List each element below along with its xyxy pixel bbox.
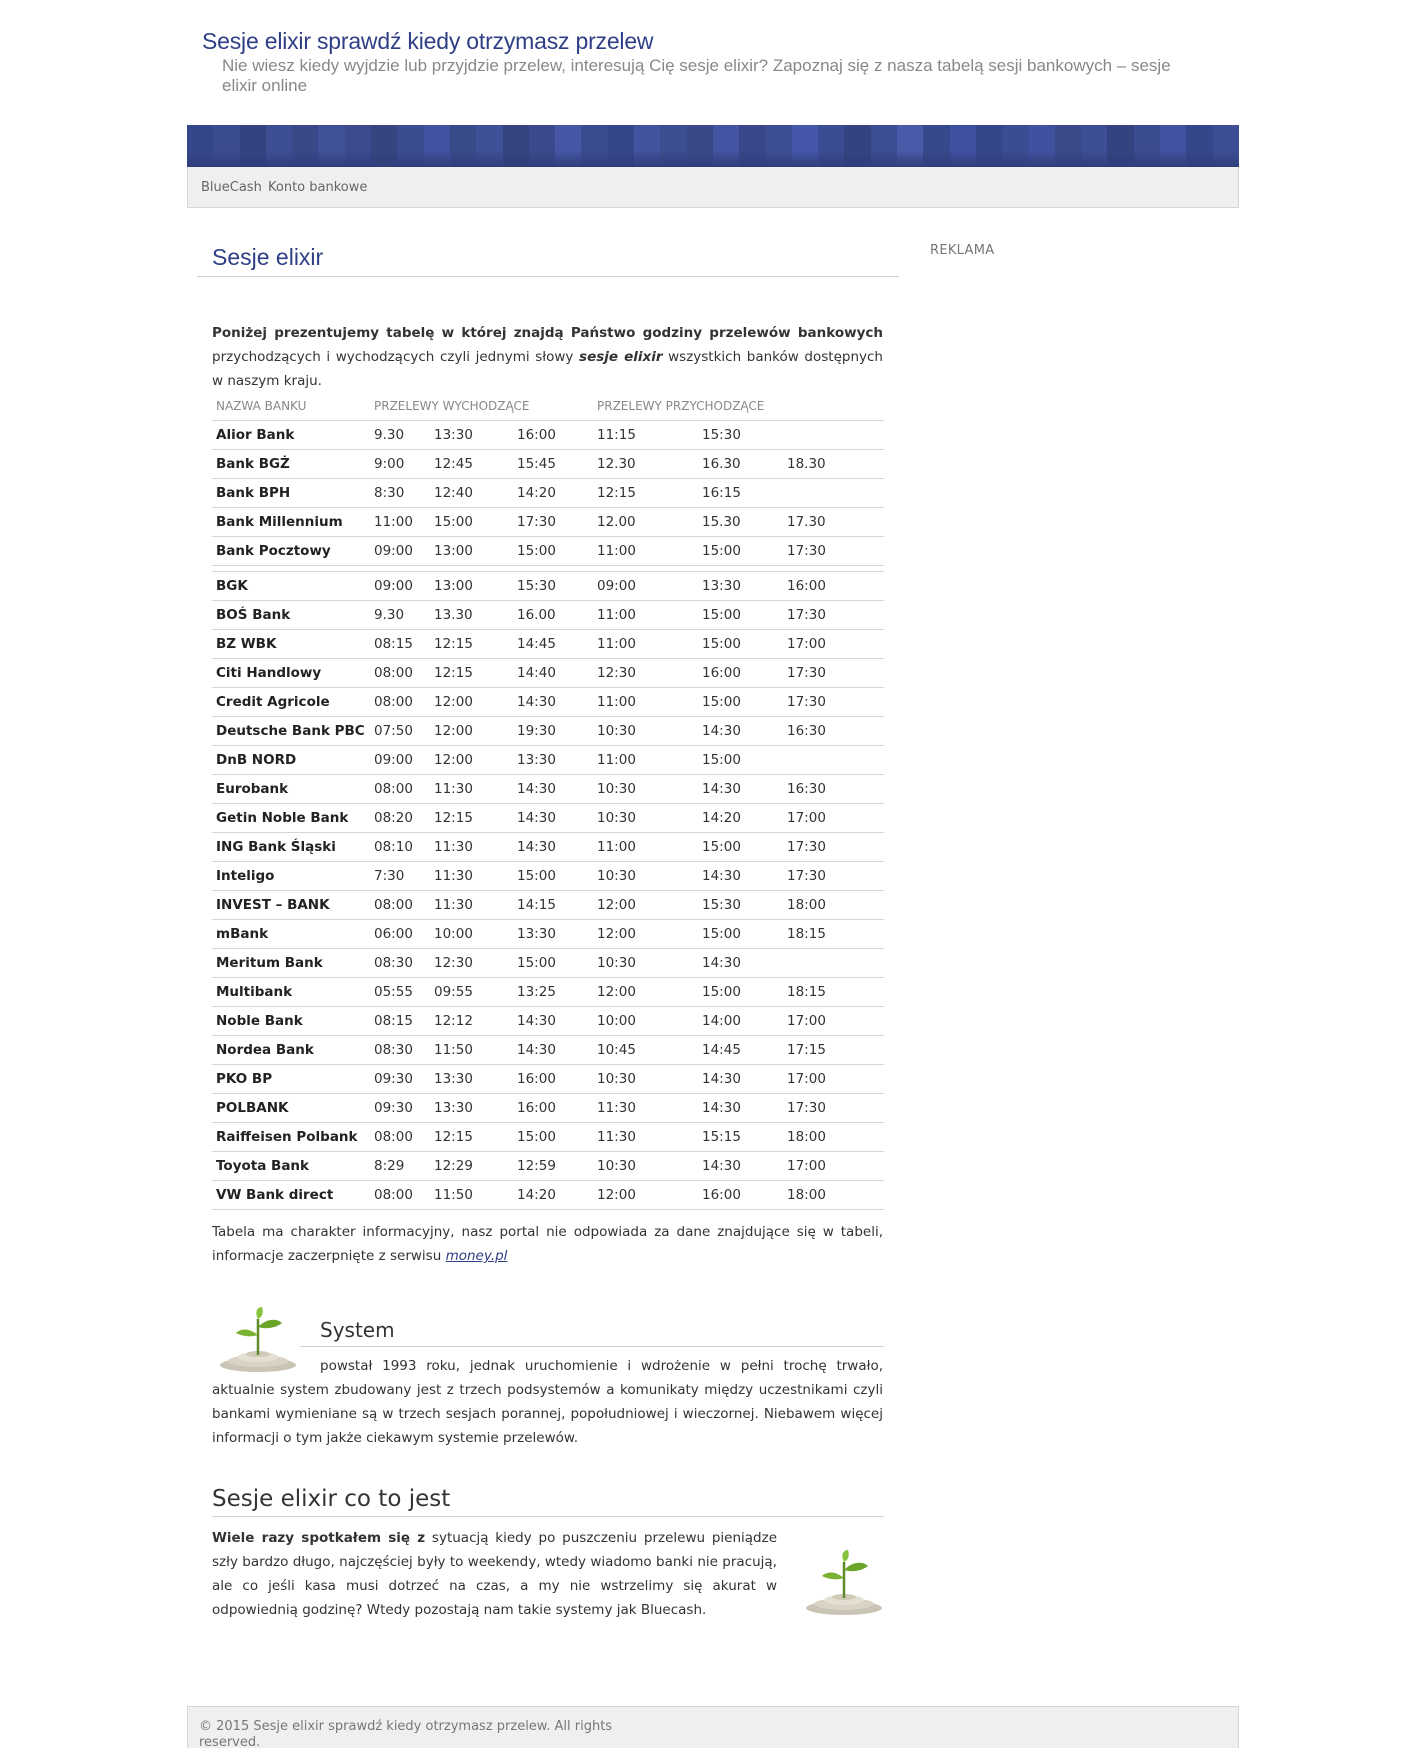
bank-name-cell: Inteligo — [212, 862, 370, 891]
column-header-outgoing: PRZELEWY WYCHODZĄCE — [370, 392, 593, 421]
outgoing-time-cell: 11:30 — [430, 775, 513, 804]
incoming-time-cell: 09:00 — [593, 572, 698, 601]
table-row — [212, 775, 884, 804]
incoming-time-cell: 18:15 — [783, 920, 884, 949]
outgoing-time-cell: 14:45 — [513, 630, 593, 659]
incoming-time-cell: 15:00 — [698, 537, 783, 566]
outgoing-time-cell: 15:00 — [430, 508, 513, 537]
outgoing-time-cell: 13:30 — [430, 1065, 513, 1094]
banner-stripe — [608, 125, 634, 167]
outgoing-time-cell: 08:10 — [370, 833, 430, 862]
incoming-time-cell: 12:00 — [593, 1181, 698, 1210]
incoming-time-cell: 11:00 — [593, 833, 698, 862]
outgoing-time-cell: 15:00 — [513, 537, 593, 566]
outgoing-time-cell: 05:55 — [370, 978, 430, 1007]
outgoing-time-cell: 08:30 — [370, 949, 430, 978]
table-row — [212, 1123, 884, 1152]
outgoing-time-cell: 9.30 — [370, 601, 430, 630]
table-header-row — [212, 392, 884, 421]
table-row — [212, 601, 884, 630]
table-row — [212, 891, 884, 920]
outgoing-time-cell: 12:40 — [430, 479, 513, 508]
banner-stripe — [503, 125, 529, 167]
outgoing-time-cell: 13.30 — [430, 601, 513, 630]
incoming-time-cell: 17:00 — [783, 1065, 884, 1094]
bank-name-cell: BOŚ Bank — [212, 601, 370, 630]
incoming-time-cell: 17:30 — [783, 688, 884, 717]
banner-stripe — [371, 125, 397, 167]
incoming-time-cell: 16:00 — [698, 1181, 783, 1210]
banner-stripe — [976, 125, 1002, 167]
bank-name-cell: Meritum Bank — [212, 949, 370, 978]
incoming-time-cell: 10:45 — [593, 1036, 698, 1065]
incoming-time-cell: 11:15 — [593, 421, 698, 450]
bank-name-cell: ING Bank Śląski — [212, 833, 370, 862]
banner-stripe — [1055, 125, 1081, 167]
outgoing-time-cell: 14:15 — [513, 891, 593, 920]
outgoing-time-cell: 12:00 — [430, 717, 513, 746]
outgoing-time-cell: 09:00 — [370, 572, 430, 601]
incoming-time-cell: 11:00 — [593, 537, 698, 566]
incoming-time-cell: 14:20 — [698, 804, 783, 833]
banner-stripe — [1002, 125, 1028, 167]
incoming-time-cell: 17:30 — [783, 601, 884, 630]
disclaimer-text: Tabela ma charakter informacyjny, nasz portal nie odpowiada za dane znajdujące się w tabeli, informacje zaczerpnięte z serwisu — [212, 1224, 883, 1264]
incoming-time-cell: 17:30 — [783, 833, 884, 862]
banner-stripe — [739, 125, 765, 167]
incoming-time-cell: 14:30 — [698, 949, 783, 978]
banner-stripe — [871, 125, 897, 167]
incoming-time-cell: 14:30 — [698, 1094, 783, 1123]
banner-stripe — [555, 125, 581, 167]
outgoing-time-cell: 12:15 — [430, 1123, 513, 1152]
incoming-time-cell: 17:00 — [783, 630, 884, 659]
table-row — [212, 1065, 884, 1094]
bank-name-cell: Raiffeisen Polbank — [212, 1123, 370, 1152]
incoming-time-cell: 16:15 — [698, 479, 783, 508]
incoming-time-cell: 12:00 — [593, 920, 698, 949]
elixir-sessions-table — [212, 392, 884, 1210]
outgoing-time-cell: 14:40 — [513, 659, 593, 688]
incoming-time-cell — [783, 949, 884, 978]
incoming-time-cell: 11:30 — [593, 1123, 698, 1152]
incoming-time-cell: 12:00 — [593, 978, 698, 1007]
incoming-time-cell: 12:15 — [593, 479, 698, 508]
system-divider — [300, 1346, 884, 1347]
incoming-time-cell: 18:00 — [783, 1181, 884, 1210]
outgoing-time-cell: 14:20 — [513, 1181, 593, 1210]
incoming-time-cell: 11:00 — [593, 601, 698, 630]
outgoing-time-cell: 15:30 — [513, 572, 593, 601]
incoming-time-cell: 17:30 — [783, 1094, 884, 1123]
incoming-time-cell: 10:30 — [593, 949, 698, 978]
incoming-time-cell: 14:30 — [698, 775, 783, 804]
outgoing-time-cell: 11:30 — [430, 891, 513, 920]
table-row — [212, 1152, 884, 1181]
incoming-time-cell: 15:30 — [698, 421, 783, 450]
nav-item-bluecash[interactable]: BlueCash — [201, 180, 262, 195]
banner-stripe — [292, 125, 318, 167]
outgoing-time-cell: 16:00 — [513, 1065, 593, 1094]
banner-stripe — [450, 125, 476, 167]
banner-stripe — [1081, 125, 1107, 167]
outgoing-time-cell: 09:00 — [370, 537, 430, 566]
incoming-time-cell: 15:30 — [698, 891, 783, 920]
outgoing-time-cell: 13:30 — [513, 920, 593, 949]
sesje-bold: Wiele razy spotkałem się z — [212, 1530, 426, 1546]
incoming-time-cell: 10:30 — [593, 717, 698, 746]
outgoing-time-cell: 12:15 — [430, 630, 513, 659]
outgoing-time-cell: 14:30 — [513, 833, 593, 862]
incoming-time-cell: 10:00 — [593, 1007, 698, 1036]
outgoing-time-cell: 13:30 — [430, 421, 513, 450]
banner-stripe — [818, 125, 844, 167]
table-row — [212, 920, 884, 949]
table-row — [212, 1007, 884, 1036]
bank-name-cell: Nordea Bank — [212, 1036, 370, 1065]
outgoing-time-cell: 08:20 — [370, 804, 430, 833]
outgoing-time-cell: 08:00 — [370, 1123, 430, 1152]
incoming-time-cell: 11:00 — [593, 746, 698, 775]
table-row — [212, 978, 884, 1007]
incoming-time-cell — [783, 479, 884, 508]
bank-name-cell: BZ WBK — [212, 630, 370, 659]
outgoing-time-cell: 09:30 — [370, 1094, 430, 1123]
outgoing-time-cell: 17:30 — [513, 508, 593, 537]
incoming-time-cell — [783, 746, 884, 775]
table-row — [212, 572, 884, 601]
column-header-incoming: PRZELEWY PRZYCHODZĄCE — [593, 392, 884, 421]
incoming-time-cell: 17:15 — [783, 1036, 884, 1065]
site-footer — [187, 1706, 1239, 1748]
outgoing-time-cell: 8:30 — [370, 479, 430, 508]
outgoing-time-cell: 12:59 — [513, 1152, 593, 1181]
incoming-time-cell: 18:00 — [783, 891, 884, 920]
banner-stripe — [318, 125, 344, 167]
outgoing-time-cell: 16.00 — [513, 601, 593, 630]
incoming-time-cell: 12:00 — [593, 891, 698, 920]
incoming-time-cell: 14:45 — [698, 1036, 783, 1065]
outgoing-time-cell: 12:15 — [430, 804, 513, 833]
outgoing-time-cell: 11:50 — [430, 1036, 513, 1065]
incoming-time-cell: 15:00 — [698, 630, 783, 659]
bank-name-cell: Alior Bank — [212, 421, 370, 450]
banner-stripe — [424, 125, 450, 167]
table-row — [212, 804, 884, 833]
outgoing-time-cell: 09:30 — [370, 1065, 430, 1094]
banner-stripe — [1134, 125, 1160, 167]
incoming-time-cell: 12:30 — [593, 659, 698, 688]
incoming-time-cell: 11:30 — [593, 1094, 698, 1123]
incoming-time-cell: 15:00 — [698, 920, 783, 949]
table-row — [212, 479, 884, 508]
outgoing-time-cell: 08:15 — [370, 630, 430, 659]
sesje-heading: Sesje elixir co to jest — [212, 1486, 451, 1512]
incoming-time-cell: 14:30 — [698, 862, 783, 891]
outgoing-time-cell: 08:00 — [370, 659, 430, 688]
outgoing-time-cell: 14:30 — [513, 688, 593, 717]
column-header-bank: NAZWA BANKU — [212, 392, 370, 421]
incoming-time-cell: 14:00 — [698, 1007, 783, 1036]
banner-stripe — [923, 125, 949, 167]
bank-name-cell: VW Bank direct — [212, 1181, 370, 1210]
outgoing-time-cell: 10:00 — [430, 920, 513, 949]
banner-stripe — [213, 125, 239, 167]
table-row — [212, 537, 884, 566]
incoming-time-cell: 15:00 — [698, 688, 783, 717]
nav-item-konto-bankowe[interactable]: Konto bankowe — [268, 180, 368, 195]
money-pl-link[interactable]: money.pl — [445, 1248, 508, 1264]
outgoing-time-cell: 14:30 — [513, 1036, 593, 1065]
outgoing-time-cell: 13:25 — [513, 978, 593, 1007]
bank-name-cell: Bank Millennium — [212, 508, 370, 537]
incoming-time-cell: 14:30 — [698, 1152, 783, 1181]
incoming-time-cell: 10:30 — [593, 804, 698, 833]
incoming-time-cell: 16:00 — [783, 572, 884, 601]
incoming-time-cell: 14:30 — [698, 717, 783, 746]
outgoing-time-cell: 9.30 — [370, 421, 430, 450]
outgoing-time-cell: 8:29 — [370, 1152, 430, 1181]
sesje-paragraph — [212, 1526, 777, 1622]
outgoing-time-cell: 08:15 — [370, 1007, 430, 1036]
outgoing-time-cell: 11:00 — [370, 508, 430, 537]
banner-stripe — [950, 125, 976, 167]
outgoing-time-cell: 14:30 — [513, 775, 593, 804]
table-row — [212, 630, 884, 659]
incoming-time-cell: 18:15 — [783, 978, 884, 1007]
table-row — [212, 508, 884, 537]
outgoing-time-cell: 08:00 — [370, 1181, 430, 1210]
incoming-time-cell: 12.30 — [593, 450, 698, 479]
outgoing-time-cell: 12:00 — [430, 746, 513, 775]
intro-emphasis: sesje elixir — [579, 349, 663, 365]
bank-name-cell: PKO BP — [212, 1065, 370, 1094]
banner-stripe — [634, 125, 660, 167]
incoming-time-cell: 16:30 — [783, 717, 884, 746]
table-row — [212, 717, 884, 746]
incoming-time-cell: 16.30 — [698, 450, 783, 479]
plant-coins-icon — [804, 1548, 884, 1618]
outgoing-time-cell: 13:30 — [430, 1094, 513, 1123]
main-navigation — [187, 167, 1239, 208]
incoming-time-cell: 15:00 — [698, 746, 783, 775]
banner-stripe — [1029, 125, 1055, 167]
banner-stripe — [1107, 125, 1133, 167]
outgoing-time-cell: 12:30 — [430, 949, 513, 978]
incoming-time-cell — [783, 421, 884, 450]
banner-stripe — [1160, 125, 1186, 167]
sidebar-widget-title: REKLAMA — [930, 243, 995, 258]
bank-name-cell: Noble Bank — [212, 1007, 370, 1036]
bank-name-cell: Toyota Bank — [212, 1152, 370, 1181]
table-row — [212, 421, 884, 450]
banner-stripe — [766, 125, 792, 167]
incoming-time-cell: 16:30 — [783, 775, 884, 804]
bank-name-cell: Eurobank — [212, 775, 370, 804]
system-paragraph: powstał 1993 roku, jednak uruchomienie i wdrożenie w pełni trochę trwało, aktualnie system zbudowany jest z trzech podsystemów a komunikaty między uczestnikami czyli bankami wymieniane są w trzech sesjach porannej, popołudniowej i wieczornej. Niebawem więcej informacji o tym jakże ciekawym systemie przelewów. — [212, 1358, 883, 1446]
outgoing-time-cell: 08:00 — [370, 688, 430, 717]
footer-copyright: © 2015 Sesje elixir sprawdź kiedy otrzymasz przelew. All rights reserved. — [199, 1719, 613, 1750]
banner-stripe — [529, 125, 555, 167]
bank-name-cell: Deutsche Bank PBC — [212, 717, 370, 746]
incoming-time-cell: 10:30 — [593, 862, 698, 891]
bank-name-cell: BGK — [212, 572, 370, 601]
outgoing-time-cell: 15:00 — [513, 1123, 593, 1152]
banner-stripe — [844, 125, 870, 167]
table-row — [212, 659, 884, 688]
incoming-time-cell: 17:30 — [783, 537, 884, 566]
outgoing-time-cell: 09:55 — [430, 978, 513, 1007]
bank-name-cell: mBank — [212, 920, 370, 949]
incoming-time-cell: 17:00 — [783, 1152, 884, 1181]
bank-name-cell: INVEST – BANK — [212, 891, 370, 920]
page-title: Sesje elixir — [212, 244, 324, 270]
banner-stripe — [687, 125, 713, 167]
outgoing-time-cell: 06:00 — [370, 920, 430, 949]
table-row — [212, 746, 884, 775]
banner-stripe — [581, 125, 607, 167]
outgoing-time-cell: 08:30 — [370, 1036, 430, 1065]
banner-stripe — [266, 125, 292, 167]
incoming-time-cell: 15:00 — [698, 601, 783, 630]
outgoing-time-cell: 09:00 — [370, 746, 430, 775]
incoming-time-cell: 11:00 — [593, 688, 698, 717]
incoming-time-cell: 10:30 — [593, 1152, 698, 1181]
outgoing-time-cell: 11:50 — [430, 1181, 513, 1210]
outgoing-time-cell: 12:12 — [430, 1007, 513, 1036]
bank-name-cell: Bank BGŻ — [212, 450, 370, 479]
incoming-time-cell: 10:30 — [593, 775, 698, 804]
table-row — [212, 450, 884, 479]
sesje-divider — [212, 1516, 884, 1517]
banner-stripe — [397, 125, 423, 167]
outgoing-time-cell: 11:30 — [430, 862, 513, 891]
outgoing-time-cell: 15:45 — [513, 450, 593, 479]
table-row — [212, 862, 884, 891]
incoming-time-cell: 18.30 — [783, 450, 884, 479]
banner-stripe — [187, 125, 213, 167]
bank-name-cell: POLBANK — [212, 1094, 370, 1123]
incoming-time-cell: 17:00 — [783, 1007, 884, 1036]
incoming-time-cell: 17:30 — [783, 659, 884, 688]
bank-name-cell: Multibank — [212, 978, 370, 1007]
outgoing-time-cell: 15:00 — [513, 862, 593, 891]
bank-name-cell: DnB NORD — [212, 746, 370, 775]
banner-stripe — [897, 125, 923, 167]
outgoing-time-cell: 7:30 — [370, 862, 430, 891]
banner-stripe — [1213, 125, 1239, 167]
table-disclaimer — [212, 1220, 883, 1268]
incoming-time-cell: 15:15 — [698, 1123, 783, 1152]
intro-text-end: wszystkich banków dostępnych w naszym kraju. — [212, 349, 883, 389]
outgoing-time-cell: 13:30 — [513, 746, 593, 775]
incoming-time-cell: 17.30 — [783, 508, 884, 537]
outgoing-time-cell: 12:45 — [430, 450, 513, 479]
outgoing-time-cell: 19:30 — [513, 717, 593, 746]
outgoing-time-cell: 14:20 — [513, 479, 593, 508]
outgoing-time-cell: 15:00 — [513, 949, 593, 978]
site-description: Nie wiesz kiedy wyjdzie lub przyjdzie przelew, interesują Cię sesje elixir? Zapoznaj się z nasza tabelą sesji bankowych – sesje elixir online — [222, 56, 1171, 95]
intro-text: przychodzących i wychodzących czyli jednymi słowy — [212, 349, 580, 365]
outgoing-time-cell: 16:00 — [513, 1094, 593, 1123]
intro-bold: Poniżej prezentujemy tabelę w której znajdą Państwo godziny przelewów bankowych — [212, 325, 883, 341]
banner-stripe — [660, 125, 686, 167]
table-row — [212, 1036, 884, 1065]
incoming-time-cell: 11:00 — [593, 630, 698, 659]
outgoing-time-cell: 12:15 — [430, 659, 513, 688]
incoming-time-cell: 13:30 — [698, 572, 783, 601]
intro-paragraph — [212, 321, 883, 393]
table-row — [212, 688, 884, 717]
incoming-time-cell: 16:00 — [698, 659, 783, 688]
banner-stripe — [476, 125, 502, 167]
outgoing-time-cell: 07:50 — [370, 717, 430, 746]
bank-name-cell: Citi Handlowy — [212, 659, 370, 688]
banner-stripe — [240, 125, 266, 167]
banner-stripe — [345, 125, 371, 167]
title-divider — [197, 276, 899, 277]
outgoing-time-cell: 12:29 — [430, 1152, 513, 1181]
banner-stripe — [792, 125, 818, 167]
outgoing-time-cell: 9:00 — [370, 450, 430, 479]
banner-stripe — [713, 125, 739, 167]
incoming-time-cell: 15:00 — [698, 833, 783, 862]
outgoing-time-cell: 13:00 — [430, 572, 513, 601]
outgoing-time-cell: 08:00 — [370, 891, 430, 920]
outgoing-time-cell: 13:00 — [430, 537, 513, 566]
outgoing-time-cell: 12:00 — [430, 688, 513, 717]
site-title[interactable]: Sesje elixir sprawdź kiedy otrzymasz przelew — [202, 28, 654, 54]
incoming-time-cell: 14:30 — [698, 1065, 783, 1094]
table-row — [212, 1094, 884, 1123]
incoming-time-cell: 15.30 — [698, 508, 783, 537]
table-row — [212, 949, 884, 978]
incoming-time-cell: 10:30 — [593, 1065, 698, 1094]
table-row — [212, 1181, 884, 1210]
bank-name-cell: Bank Pocztowy — [212, 537, 370, 566]
banner-stripe — [1186, 125, 1212, 167]
header-banner — [187, 125, 1239, 167]
bank-name-cell: Getin Noble Bank — [212, 804, 370, 833]
outgoing-time-cell: 14:30 — [513, 804, 593, 833]
outgoing-time-cell: 16:00 — [513, 421, 593, 450]
incoming-time-cell: 17:30 — [783, 862, 884, 891]
table-row — [212, 833, 884, 862]
outgoing-time-cell: 08:00 — [370, 775, 430, 804]
bank-name-cell: Bank BPH — [212, 479, 370, 508]
sesje-text: sytuacją kiedy po puszczeniu przelewu pieniądze szły bardzo długo, najczęściej były to weekendy, wtedy wiadomo banki nie pracują, ale co jeśli kasa musi dotrzeć na czas, a my nie wstrzelimy się akurat w odpowiednią godzinę? Wtedy pozostają nam takie systemy jak Bluecash. — [212, 1530, 777, 1618]
system-heading: System — [320, 1318, 395, 1342]
incoming-time-cell: 18:00 — [783, 1123, 884, 1152]
incoming-time-cell: 12.00 — [593, 508, 698, 537]
incoming-time-cell: 17:00 — [783, 804, 884, 833]
bank-name-cell: Credit Agricole — [212, 688, 370, 717]
incoming-time-cell: 15:00 — [698, 978, 783, 1007]
outgoing-time-cell: 11:30 — [430, 833, 513, 862]
outgoing-time-cell: 14:30 — [513, 1007, 593, 1036]
